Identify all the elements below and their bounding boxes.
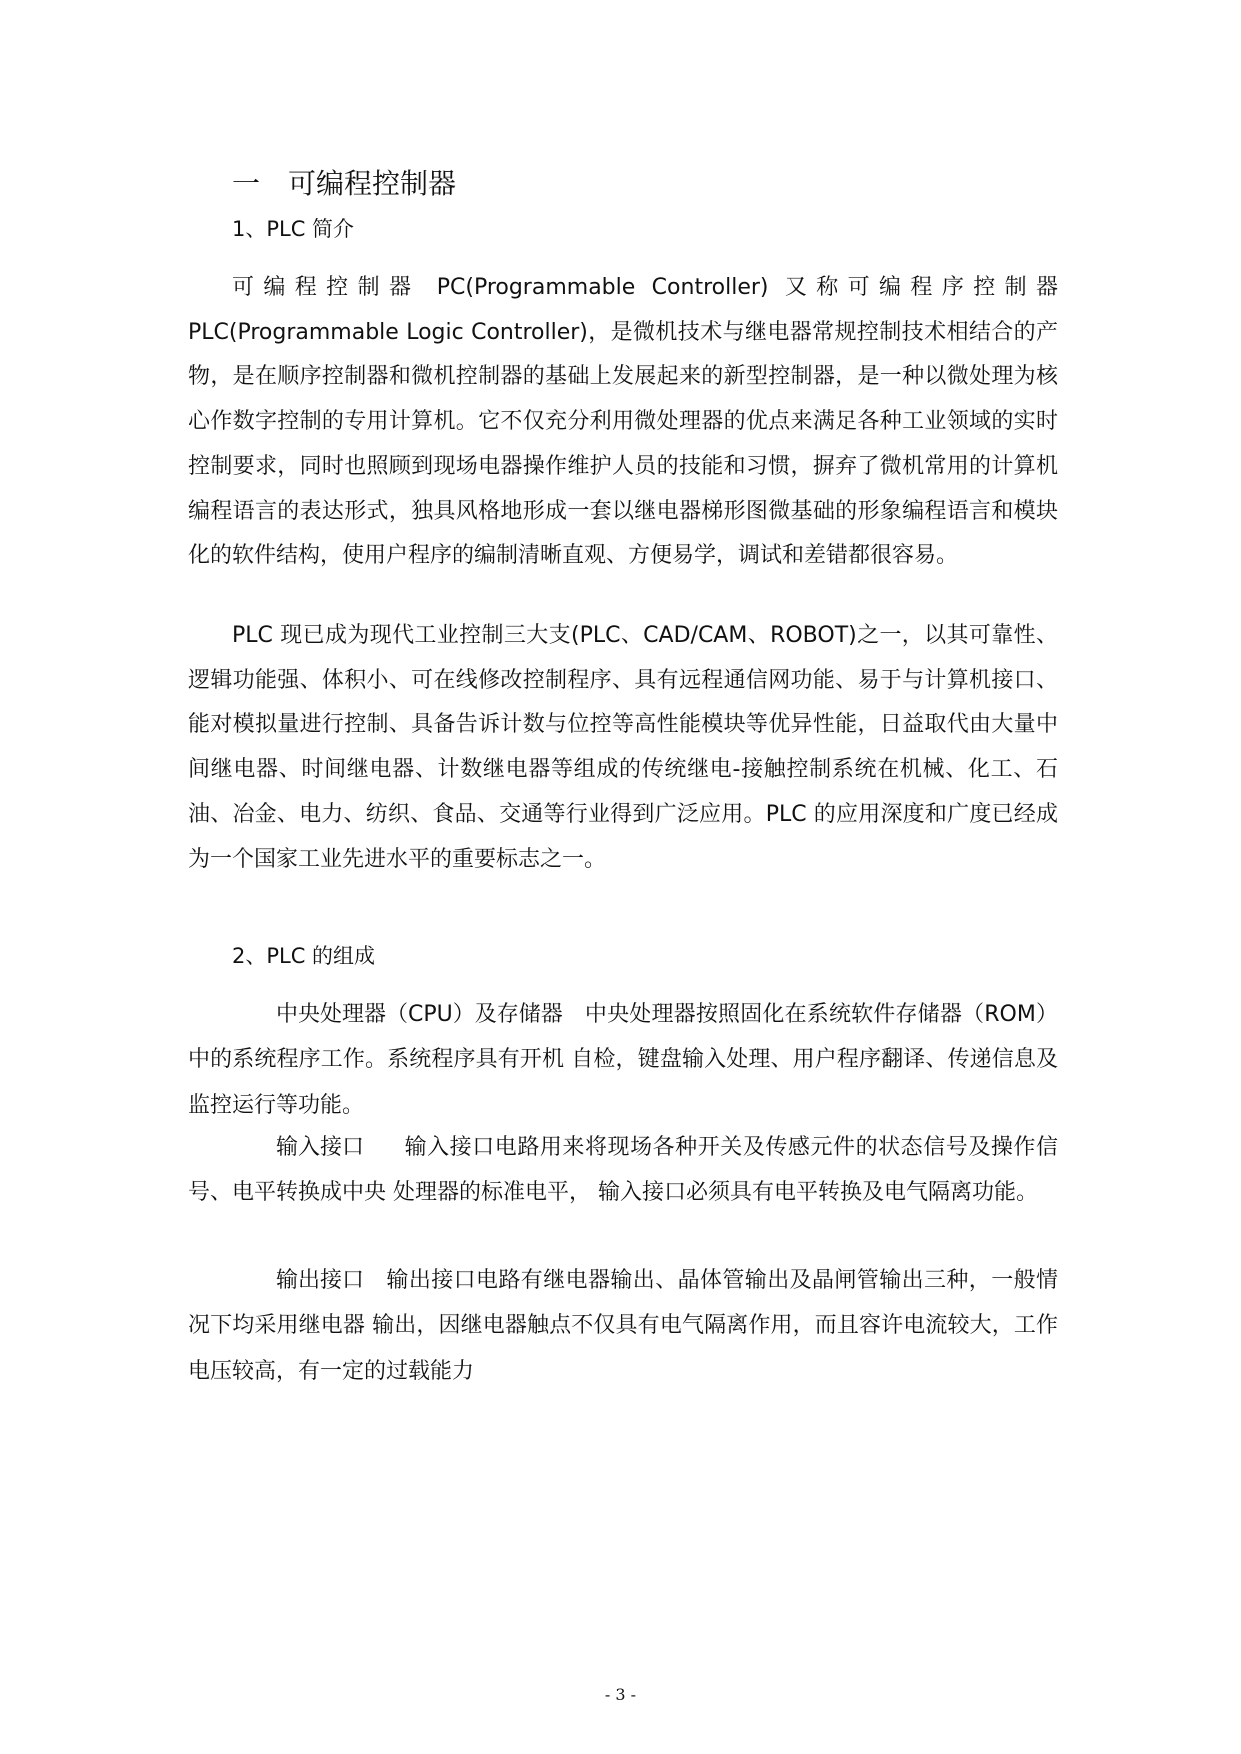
page-number: - 3 - (604, 1685, 637, 1704)
term-cpu-memory: 中央处理器（CPU）及存储器 (276, 1002, 563, 1027)
paragraph-plc-status: PLC 现已成为现代工业控制三大支(PLC、CAD/CAM、ROBOT)之一，以其可靠性、逻辑功能强、体积小、可在线修改控制程序、具有远程通信网功能、易于与计算机接口、能对模拟量进行控制、具备告诉计数与位控等高性能模块等优异性能，日益取代由大量中间继电器、时间继电器、计数继电器等组成的传统继电-接触控制系统在机械、化工、石油、冶金、电力、纺织、食品、交通等行业得到广泛应用。PLC 的应用深度和广度已经成为一个国家工业先进水平的重要标志之一。 (188, 623, 1058, 872)
paragraph-output-interface (188, 1258, 1058, 1394)
paragraph-input-interface (188, 1125, 1058, 1216)
description-input-interface: 输入接口电路用来将现场各种开关及传感元件的状态信号及操作信号、电平转换成中央 处理器的标准电平， 输入接口必须具有电平转换及电气隔离功能。 (188, 1135, 1058, 1206)
paragraph-plc-definition: 可编程控制器 PC(Programmable Controller) 又称可编程序控制器 PLC(Programmable Logic Controller)，是微机技术与继电器常规控制技术相结合的产物，是在顺序控制器和微机控制器的基础上发展起来的新型控制器，是一种以微处理为核心作数字控制的专用计算机。它不仅充分利用微处理器的优点来满足各种工业领域的实时控制要求，同时也照顾到现场电器操作维护人员的技能和习惯，摒弃了微机常用的计算机编程语言的表达形式，独具风格地形成一套以继电器梯形图微基础的形象编程语言和模块化的软件结构，使用户程序的编制清晰直观、方便易学，调试和差错都很容易。 (188, 275, 1058, 569)
paragraph-cpu-memory (188, 992, 1058, 1128)
description-output-interface: 输出接口电路有继电器输出、晶体管输出及晶闸管输出三种，一般情况下均采用继电器 输出，因继电器触点不仅具有电气隔离作用，而且容许电流较大，工作电压较高，有一定的过载能力 (188, 1268, 1058, 1384)
chapter-title (232, 164, 456, 204)
chapter-title-text: 可编程控制器 (288, 167, 457, 200)
section-heading-plc-intro: 1、PLC 简介 (232, 217, 355, 241)
chapter-number: 一 (232, 167, 261, 200)
description-cpu-memory: 中央处理器按照固化在系统软件存储器（ROM）中的系统程序工作。系统程序具有开机 自检，键盘输入处理、用户程序翻译、传递信息及监控运行等功能。 (188, 1002, 1058, 1118)
section-heading-plc-composition: 2、PLC 的组成 (232, 944, 376, 968)
term-input-interface: 输入接口 (276, 1135, 365, 1160)
term-output-interface: 输出接口 (276, 1268, 365, 1293)
